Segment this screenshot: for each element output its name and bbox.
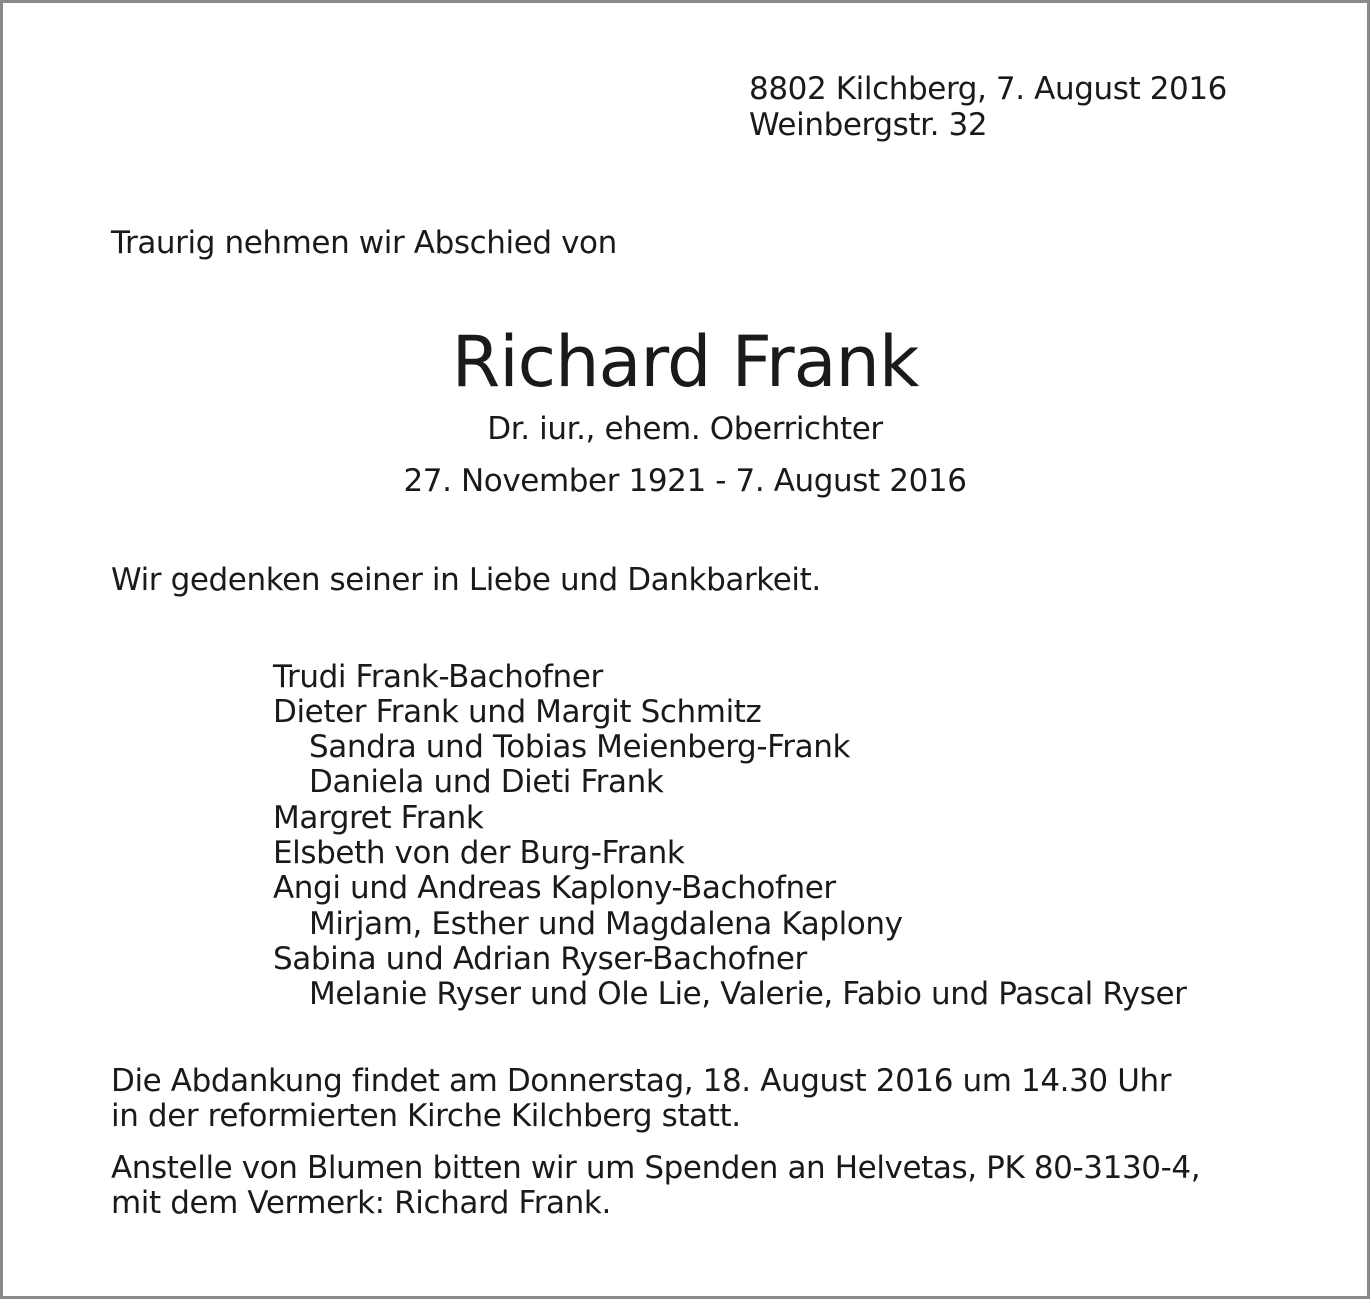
mourner-line: Sabina und Adrian Ryser-Bachofner [273,941,807,977]
mourner-line: Elsbeth von der Burg-Frank [273,835,685,871]
header-place-date: 8802 Kilchberg, 7. August 2016 [749,71,1227,107]
donation-line-2: mit dem Vermerk: Richard Frank. [111,1185,611,1221]
mourner-line: Margret Frank [273,800,484,836]
intro-text: Traurig nehmen wir Abschied von [111,225,617,261]
mourner-line: Trudi Frank-Bachofner [273,659,603,695]
service-line-1: Die Abdankung findet am Donnerstag, 18. August 2016 um 14.30 Uhr [111,1063,1172,1099]
mourner-line-indented: Daniela und Dieti Frank [309,764,664,800]
mourner-line: Dieter Frank und Margit Schmitz [273,694,762,730]
header-street: Weinbergstr. 32 [749,107,988,143]
mourner-line-indented: Mirjam, Esther und Magdalena Kaplony [309,906,903,942]
deceased-lifespan: 27. November 1921 - 7. August 2016 [403,463,967,499]
mourner-line: Angi und Andreas Kaplony-Bachofner [273,870,836,906]
remembrance-text: Wir gedenken seiner in Liebe und Dankbarkeit. [111,562,821,598]
mourner-line-indented: Melanie Ryser und Ole Lie, Valerie, Fabio und Pascal Ryser [309,976,1187,1012]
mourner-line-indented: Sandra und Tobias Meienberg-Frank [309,729,851,765]
deceased-title: Dr. iur., ehem. Oberrichter [487,411,883,447]
service-line-2: in der reformierten Kirche Kilchberg statt. [111,1098,741,1134]
donation-line-1: Anstelle von Blumen bitten wir um Spenden an Helvetas, PK 80-3130-4, [111,1150,1201,1186]
deceased-name: Richard Frank [451,321,919,403]
